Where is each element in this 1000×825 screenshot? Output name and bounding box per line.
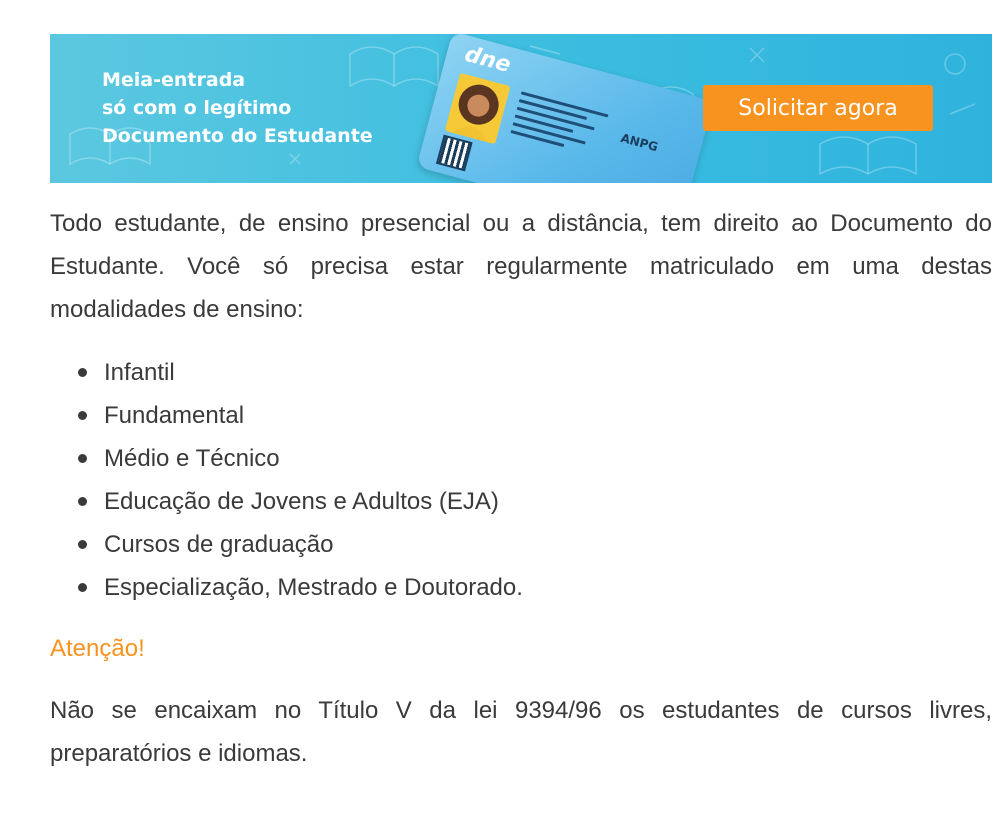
- list-item: Fundamental: [50, 394, 992, 437]
- note-paragraph: Não se encaixam no Título V da lei 9394/96 os estudantes de cursos livres, preparatórios e idiomas.: [50, 697, 992, 767]
- list-item: Educação de Jovens e Adultos (EJA): [50, 480, 992, 523]
- promo-banner[interactable]: [50, 34, 992, 183]
- request-now-button[interactable]: Solicitar agora: [703, 85, 933, 131]
- student-photo: [445, 73, 511, 144]
- list-item: Cursos de graduação: [50, 523, 992, 566]
- list-item: Médio e Técnico: [50, 437, 992, 480]
- list-item: Especialização, Mestrado e Doutorado.: [50, 566, 992, 609]
- banner-line-2: só com o legítimo: [102, 97, 292, 119]
- banner-line-3: Documento do Estudante: [102, 125, 373, 147]
- anpg-badge: ANPG: [619, 130, 660, 155]
- card-details: [509, 91, 608, 161]
- list-item: Infantil: [50, 351, 992, 394]
- qr-code-icon: [438, 137, 470, 169]
- banner-headline: [102, 66, 373, 150]
- article-content: [50, 202, 992, 775]
- modalities-list: [50, 351, 992, 609]
- intro-paragraph: Todo estudante, de ensino presencial ou a distância, tem direito ao Documento do Estudante. Você só precisa estar regularmente matriculado em uma destas modalidades de ensino:: [50, 210, 992, 323]
- dne-logo: dne: [462, 41, 514, 79]
- student-portrait-icon: [445, 73, 511, 144]
- attention-heading: Atenção!: [50, 635, 145, 662]
- banner-line-1: Meia-entrada: [102, 69, 246, 91]
